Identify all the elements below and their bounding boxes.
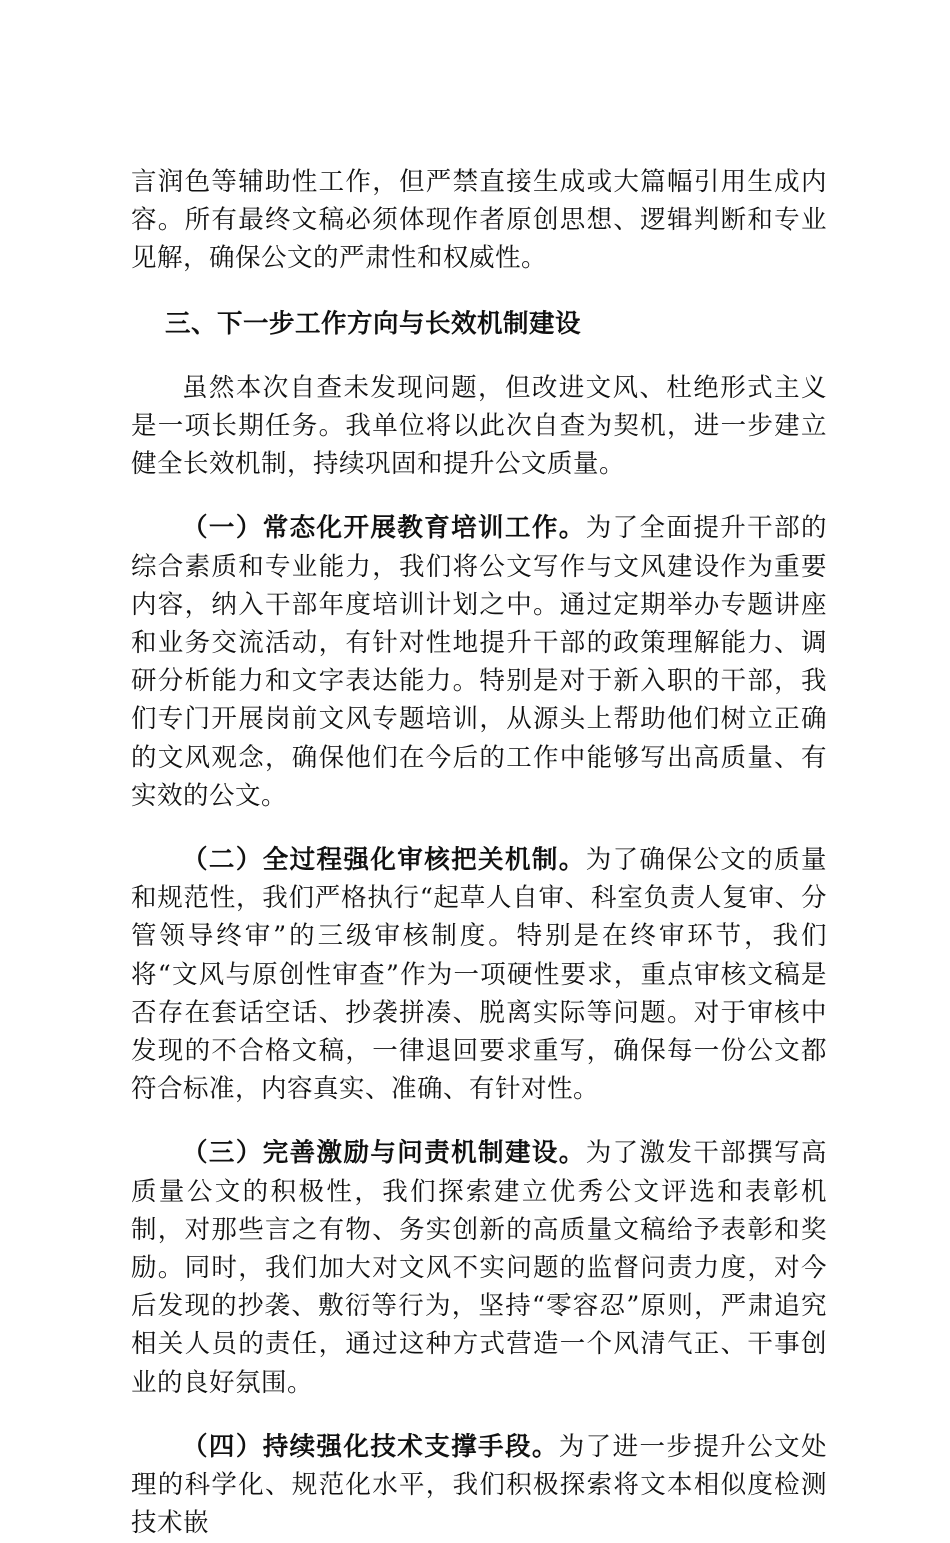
- item-paragraph-4: [131, 1428, 827, 1543]
- item-body-2: 为了确保公文的质量和规范性，我们严格执行“起草人自审、科室负责人复审、分管领导终审”的三级审核制度。特别是在终审环节，我们将“文风与原创性审查”作为一项硬性要求，重点审核文稿是否存在套话空话、抄袭拼凑、脱离实际等问题。对于审核中发现的不合格文稿，一律退回要求重写，确保每一份公文都符合标准，内容真实、准确、有针对性。: [131, 845, 827, 1105]
- section-heading: 三、下一步工作方向与长效机制建设: [165, 308, 582, 339]
- section-intro-paragraph: 虽然本次自查未发现问题，但改进文风、杜绝形式主义是一项长期任务。我单位将以此次自查为契机，进一步建立健全长效机制，持续巩固和提升公文质量。: [131, 372, 827, 480]
- item-paragraph-1: [131, 509, 827, 815]
- item-body-3: 为了激发干部撰写高质量公文的积极性，我们探索建立优秀公文评选和表彰机制，对那些言之有物、务实创新的高质量文稿给予表彰和奖励。同时，我们加大对文风不实问题的监督问责力度，对今后发现的抄袭、敷衍等行为，坚持“零容忍”原则，严肃追究相关人员的责任，通过这种方式营造一个风清气正、干事创业的良好氛围。: [131, 1138, 827, 1398]
- item-lead-1: （一）常态化开展教育培训工作。: [182, 513, 586, 544]
- intro-paragraph: 言润色等辅助性工作，但严禁直接生成或大篇幅引用生成内容。所有最终文稿必须体现作者原创思想、逻辑判断和专业见解，确保公文的严肃性和权威性。: [131, 167, 827, 274]
- item-lead-2: （二）全过程强化审核把关机制。: [182, 845, 586, 876]
- item-paragraph-2: [131, 841, 827, 1108]
- item-lead-4: （四）持续强化技术支撑手段。: [182, 1431, 559, 1462]
- item-body-1: 为了全面提升干部的综合素质和专业能力，我们将公文写作与文风建设作为重要内容，纳入干部年度培训计划之中。通过定期举办专题讲座和业务交流活动，有针对性地提升干部的政策理解能力、调研分析能力和文字表达能力。特别是对于新入职的干部，我们专门开展岗前文风专题培训，从源头上帮助他们树立正确的文风观念，确保他们在今后的工作中能够写出高质量、有实效的公文。: [131, 513, 827, 811]
- item-lead-3: （三）完善激励与问责机制建设。: [182, 1138, 586, 1169]
- item-body-4: 为了进一步提升公文处理的科学化、规范化水平，我们积极探索将文本相似度检测技术嵌: [131, 1431, 827, 1539]
- document-page: [131, 163, 827, 1543]
- item-paragraph-3: [131, 1134, 827, 1401]
